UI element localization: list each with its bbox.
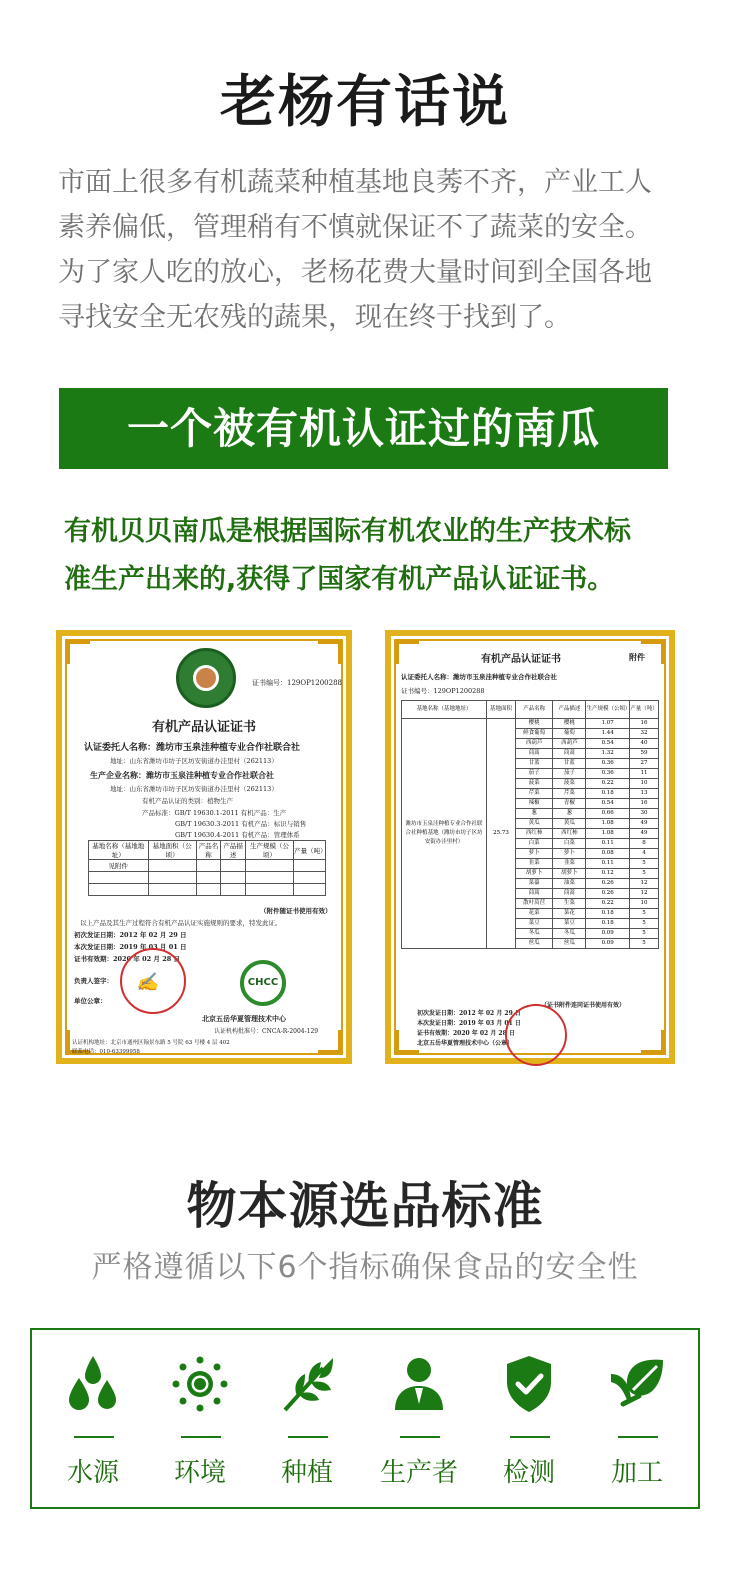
leaf-branch-icon xyxy=(279,1354,335,1414)
attach-note: （证书附件连同证书使用有效） xyxy=(541,1002,626,1009)
table-cell: 胡萝卜 xyxy=(553,869,586,879)
cert-org-phone: 联系电话：010-63399958 xyxy=(72,1049,140,1055)
table-cell: 萝卜 xyxy=(515,849,552,859)
standard-label: 水源 xyxy=(66,1458,119,1488)
attach-cert-number: 证书编号：129OP1200288 xyxy=(401,687,485,695)
cert-number: 证书编号：129OP1200288 xyxy=(252,679,342,687)
standards-panel xyxy=(30,1328,700,1509)
divider xyxy=(181,1436,221,1438)
cert-org-number: 认证机构批准号：CNCA-R-2004-129 xyxy=(214,1028,319,1035)
cert-producer: 生产企业名称：潍坊市玉泉洼种植专业合作社联合社 xyxy=(90,770,274,780)
cert-organization: 北京五岳华夏管理技术中心 xyxy=(202,1014,286,1023)
frame-corner xyxy=(641,1030,665,1054)
standard-item-water[interactable] xyxy=(38,1330,148,1507)
table-cell: 葱 xyxy=(553,809,586,819)
table-cell: 1.08 xyxy=(586,829,630,839)
cert-standard-3: GB/T 19630.4-2011 有机产品：管理体系 xyxy=(175,831,300,839)
cert-signer-label: 负责人签字： xyxy=(74,977,113,985)
description-line: 有机贝贝南瓜是根据国际有机农业的生产技术标 xyxy=(64,516,631,547)
shield-check-icon xyxy=(501,1354,557,1414)
table-header: 基地名称（基地地址） xyxy=(402,701,487,719)
standard-item-planting[interactable] xyxy=(252,1330,362,1507)
base-area-cell: 25.73 xyxy=(486,719,515,949)
table-cell: 菜豆 xyxy=(515,919,552,929)
cert-client-address: 地址：山东省潍坊市坊子区坊安街道办洼里村（262113） xyxy=(110,757,278,765)
table-cell: 生菜 xyxy=(553,899,586,909)
attach-first-date: 初次发证日期：2012 年 02 月 29 日 xyxy=(417,1010,521,1017)
table-cell: 16 xyxy=(629,719,658,729)
table-cell: 0.08 xyxy=(586,849,630,859)
intro-line: 寻找安全无农残的蔬果，现在终于找到了。 xyxy=(58,302,571,333)
table-cell: 0.18 xyxy=(586,909,630,919)
table-cell: 1.08 xyxy=(586,819,630,829)
table-cell: 茼蒿 xyxy=(515,889,552,899)
attach-product-table xyxy=(401,700,659,949)
cert-valid-date: 证书有效期：2020 年 02 月 28 日 xyxy=(74,955,180,963)
table-cell: 西葫芦 xyxy=(553,739,586,749)
table-cell: 青椒 xyxy=(553,799,586,809)
table-cell: 0.11 xyxy=(586,859,630,869)
table-cell: 0.18 xyxy=(586,789,630,799)
divider xyxy=(618,1436,658,1438)
frame-corner xyxy=(395,1030,419,1054)
attach-organization: 北京五岳华夏管理技术中心（公章） xyxy=(417,1040,514,1047)
table-header: 生产规模（公顷） xyxy=(245,841,293,860)
organic-certificate-main[interactable] xyxy=(56,630,352,1064)
table-cell: 茼蒿 xyxy=(553,749,586,759)
table-cell: 10 xyxy=(629,899,658,909)
table-cell: 见附件 xyxy=(89,860,149,872)
table-cell: 0.18 xyxy=(586,919,630,929)
table-cell: 0.22 xyxy=(586,899,630,909)
table-cell: 30 xyxy=(629,809,658,819)
standard-item-inspection[interactable] xyxy=(474,1330,584,1507)
attach-client: 认证委托人名称：潍坊市玉泉洼种植专业合作社联合社 xyxy=(401,673,557,681)
table-cell: 5 xyxy=(629,919,658,929)
table-row xyxy=(402,719,659,729)
table-cell: 西红柿 xyxy=(515,829,552,839)
table-header: 产量（吨） xyxy=(294,841,326,860)
table-cell: 0.66 xyxy=(586,809,630,819)
table-cell: 16 xyxy=(629,799,658,809)
table-cell: 白菜 xyxy=(553,839,586,849)
table-cell: 菜花 xyxy=(553,909,586,919)
table-cell: 西红柿 xyxy=(553,829,586,839)
table-cell: 12 xyxy=(629,889,658,899)
table-header: 产品名称 xyxy=(515,701,552,719)
table-cell: 白菜 xyxy=(515,839,552,849)
standard-item-producer[interactable] xyxy=(364,1330,474,1507)
table-cell: 油菜 xyxy=(553,879,586,889)
table-cell: 散叶莴苣 xyxy=(515,899,552,909)
base-name-cell: 潍坊市玉泉洼种植专业合作社联合社种植基地（潍坊市坊子区坊安街办洼里村） xyxy=(402,719,487,949)
table-header: 基地面积（公顷） xyxy=(148,841,196,860)
table-cell: 胡萝卜 xyxy=(515,869,552,879)
table-cell: 辣椒 xyxy=(515,799,552,809)
table-cell: 菜薹 xyxy=(515,879,552,889)
table-cell: 27 xyxy=(629,759,658,769)
attach-valid-date: 证书有效期：2020 年 02 月 28 日 xyxy=(417,1030,515,1037)
table-header: 产品名称 xyxy=(196,841,221,860)
standard-label: 生产者 xyxy=(379,1458,458,1488)
water-drops-icon xyxy=(65,1354,121,1414)
table-cell: 0.54 xyxy=(586,799,630,809)
attach-label: 附件 xyxy=(629,652,645,662)
signature-icon: ✍ xyxy=(136,972,159,993)
cert-category: 有机产品认证的类别：植物生产 xyxy=(142,797,233,805)
table-cell: 0.11 xyxy=(586,839,630,849)
table-cell: 丝瓜 xyxy=(553,939,586,949)
standard-label: 加工 xyxy=(610,1458,663,1488)
table-cell: 甘蓝 xyxy=(515,759,552,769)
table-cell: 黄瓜 xyxy=(553,819,586,829)
cert-producer-address: 地址：山东省潍坊市坊子区坊安街道办洼里村（262113） xyxy=(110,785,278,793)
cert-stamp-label: 单位公章： xyxy=(74,997,107,1005)
attach-title: 有机产品认证证书 xyxy=(481,654,561,665)
table-header: 基地面积 xyxy=(486,701,515,719)
sun-icon xyxy=(172,1354,228,1414)
table-cell: 5 xyxy=(629,859,658,869)
chcc-logo-icon: CHCC xyxy=(240,960,286,1006)
cert-client: 认证委托人名称：潍坊市玉泉洼种植专业合作社联合社 xyxy=(84,743,301,753)
table-cell: 菜豆 xyxy=(553,919,586,929)
table-header: 产品描述 xyxy=(221,841,246,860)
table-cell: 冬瓜 xyxy=(553,929,586,939)
frame-corner xyxy=(395,640,419,664)
table-cell: 32 xyxy=(629,729,658,739)
cert-standard-2: GB/T 19630.3-2011 有机产品：标识与销售 xyxy=(175,820,307,828)
table-cell: 花菜 xyxy=(515,909,552,919)
description-line: 准生产出来的,获得了国家有机产品认证证书。 xyxy=(64,564,615,595)
table-cell: 0.26 xyxy=(586,879,630,889)
intro-line: 为了家人吃的放心，老杨花费大量时间到全国各地 xyxy=(58,257,652,288)
attach-this-date: 本次发证日期：2019 年 03 月 01 日 xyxy=(417,1020,521,1027)
table-cell: 5 xyxy=(629,939,658,949)
table-cell: 韭菜 xyxy=(553,859,586,869)
table-cell: 芹菜 xyxy=(553,789,586,799)
table-header: 产量（吨） xyxy=(629,701,658,719)
table-cell: 茄子 xyxy=(515,769,552,779)
standard-item-processing[interactable] xyxy=(582,1330,692,1507)
hand-leaf-icon xyxy=(609,1354,665,1414)
table-cell: 茼蒿 xyxy=(515,749,552,759)
official-seal-icon xyxy=(505,1004,567,1066)
divider xyxy=(400,1436,440,1438)
table-cell: 12 xyxy=(629,879,658,889)
table-cell: 樱桃 xyxy=(515,719,552,729)
standard-label: 检测 xyxy=(502,1458,555,1488)
organic-certificate-attachment[interactable] xyxy=(385,630,675,1064)
table-cell: 葱 xyxy=(515,809,552,819)
table-cell: 0.09 xyxy=(586,929,630,939)
divider xyxy=(510,1436,550,1438)
standards-subtitle: 严格遵循以下6个指标确保食品的安全性 xyxy=(91,1250,639,1285)
divider xyxy=(74,1436,114,1438)
cert-first-date: 初次发证日期：2012 年 02 月 29 日 xyxy=(74,931,187,939)
table-cell: 8 xyxy=(629,839,658,849)
table-cell: 13 xyxy=(629,789,658,799)
cert-statement: 以上产品及其生产过程符合有机产品认证实施规则的要求，特发此证。 xyxy=(80,919,282,927)
standard-item-environment[interactable] xyxy=(145,1330,255,1507)
table-cell: 茼蒿 xyxy=(553,889,586,899)
table-cell: 1.44 xyxy=(586,729,630,739)
intro-paragraph xyxy=(58,160,678,340)
table-header: 生产规模（公顷） xyxy=(586,701,630,719)
table-cell: 葡萄 xyxy=(553,729,586,739)
table-cell: 0.12 xyxy=(586,869,630,879)
standard-label: 种植 xyxy=(280,1458,333,1488)
cert-org-address: 认证机构地址：北京市通州区翰景东路 5 号院 63 号楼 4 层 402 xyxy=(72,1040,230,1046)
cert-standard-1: 产品标准：GB/T 19630.1-2011 有机产品：生产 xyxy=(142,809,287,817)
intro-line: 素养偏低，管理稍有不慎就保证不了蔬菜的安全。 xyxy=(58,212,652,243)
table-cell: 鲜食葡萄 xyxy=(515,729,552,739)
table-cell: 0.36 xyxy=(586,769,630,779)
certification-description xyxy=(64,508,684,604)
standards-title: 物本源选品标准 xyxy=(186,1177,544,1235)
table-cell: 西葫芦 xyxy=(515,739,552,749)
person-icon xyxy=(391,1354,447,1414)
table-header: 基地名称（基地地址） xyxy=(89,841,149,860)
table-cell: 0.36 xyxy=(586,759,630,769)
standard-label: 环境 xyxy=(173,1458,226,1488)
cert-title: 有机产品认证证书 xyxy=(151,720,256,735)
table-cell: 11 xyxy=(629,769,658,779)
table-cell: 甘蓝 xyxy=(553,759,586,769)
table-cell: 樱桃 xyxy=(553,719,586,729)
table-cell: 丝瓜 xyxy=(515,939,552,949)
cert-attach-note: （附件随证书使用有效） xyxy=(260,907,332,915)
page-title: 老杨有话说 xyxy=(220,70,510,135)
frame-corner xyxy=(66,640,90,664)
table-cell: 0.26 xyxy=(586,889,630,899)
table-cell: 0.22 xyxy=(586,779,630,789)
intro-line: 市面上很多有机蔬菜种植基地良莠不齐，产业工人 xyxy=(58,167,652,198)
frame-corner xyxy=(318,640,342,664)
table-cell: 10 xyxy=(629,779,658,789)
table-cell: 韭菜 xyxy=(515,859,552,869)
table-cell: 1.32 xyxy=(586,749,630,759)
table-cell: 茄子 xyxy=(553,769,586,779)
table-cell: 49 xyxy=(629,829,658,839)
china-organic-logo-icon xyxy=(176,648,236,708)
table-cell: 菠菜 xyxy=(515,779,552,789)
table-cell: 5 xyxy=(629,909,658,919)
cert-this-date: 本次发证日期：2019 年 03 月 01 日 xyxy=(74,943,187,951)
table-cell: 1.07 xyxy=(586,719,630,729)
table-cell: 4 xyxy=(629,849,658,859)
table-cell: 5 xyxy=(629,929,658,939)
table-header: 产品描述 xyxy=(553,701,586,719)
divider xyxy=(288,1436,328,1438)
table-cell: 49 xyxy=(629,819,658,829)
table-cell: 40 xyxy=(629,739,658,749)
table-cell: 0.54 xyxy=(586,739,630,749)
table-cell: 黄瓜 xyxy=(515,819,552,829)
table-cell: 59 xyxy=(629,749,658,759)
table-cell: 菠菜 xyxy=(553,779,586,789)
table-cell: 冬瓜 xyxy=(515,929,552,939)
table-cell: 0.09 xyxy=(586,939,630,949)
table-cell: 5 xyxy=(629,869,658,879)
table-cell: 萝卜 xyxy=(553,849,586,859)
table-cell: 芹菜 xyxy=(515,789,552,799)
cert-base-table xyxy=(88,840,326,896)
section-banner: 一个被有机认证过的南瓜 xyxy=(59,388,668,469)
frame-corner xyxy=(318,1030,342,1054)
